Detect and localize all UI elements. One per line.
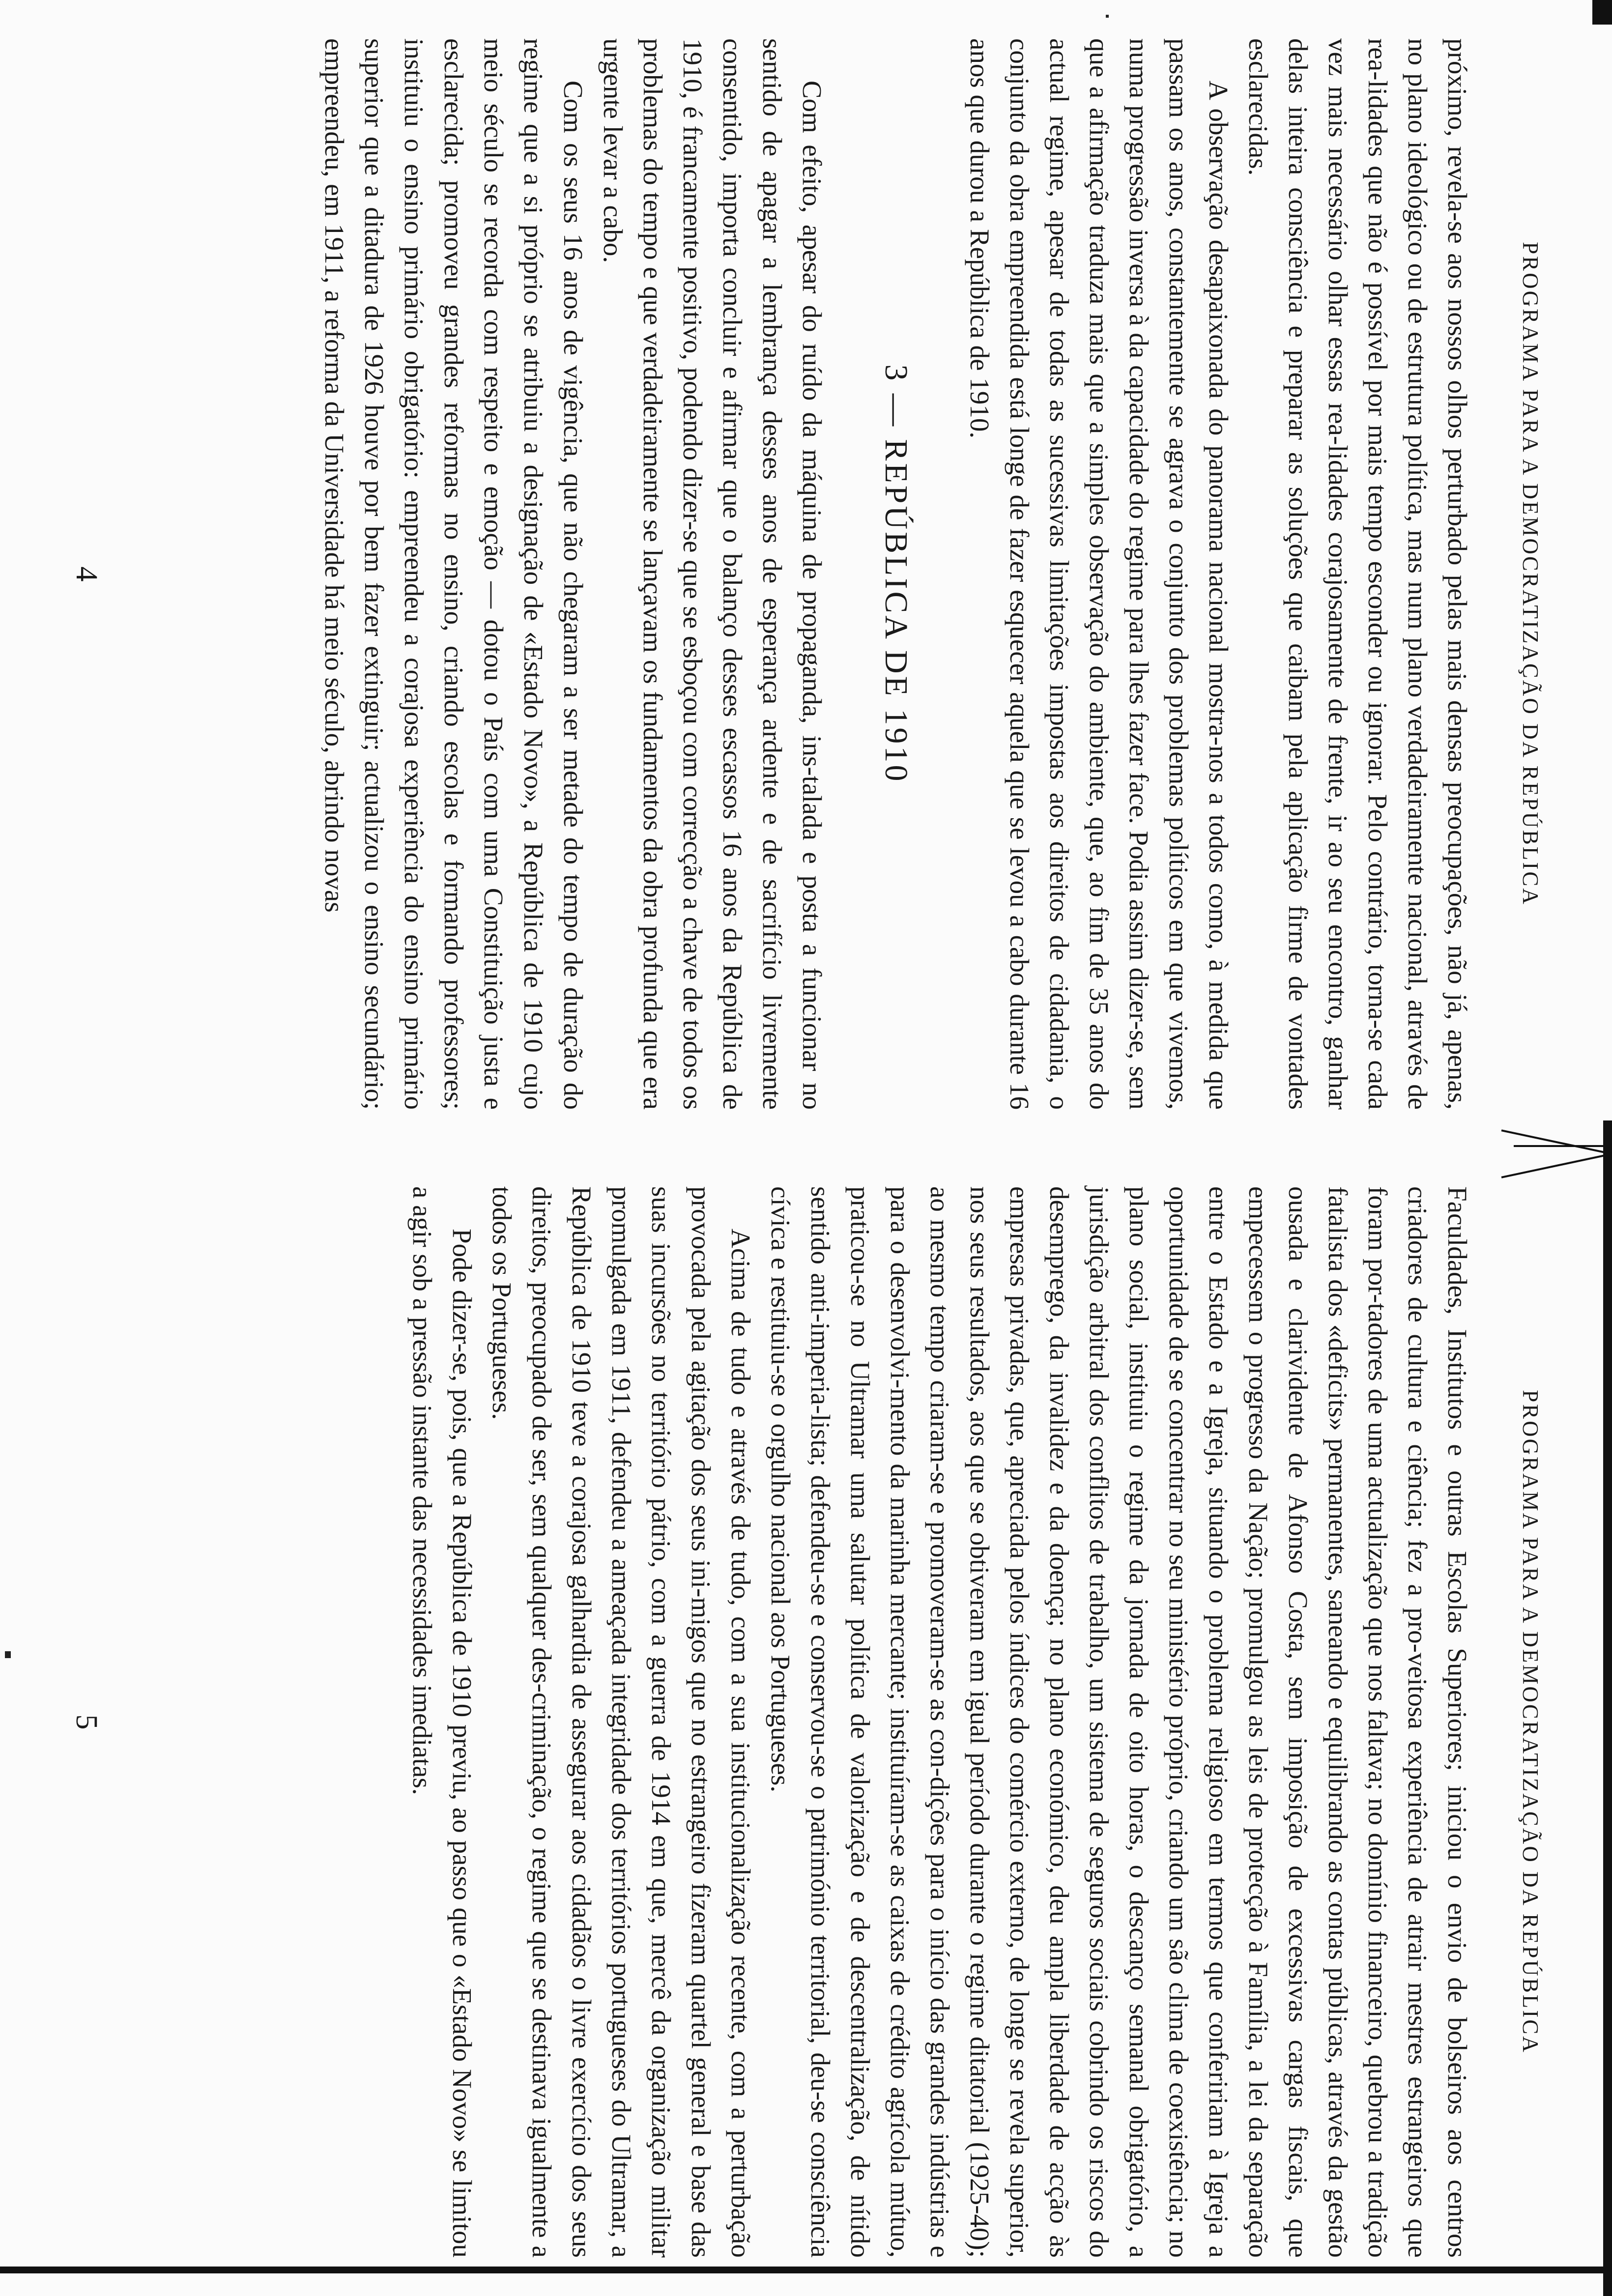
page-5-content xyxy=(69,1186,1543,2258)
body-paragraph: Faculdades, Institutos e outras Escolas Superiores; iniciou o envio de bolseiros aos centros criadores de cultura e ciência; fez a pro-veitosa experiência de atrair mestres estrangeiros que foram por-tadores de uma actualização que nos faltava; no domínio financeiro, quebrou a tradição fatalista dos «deficits» permanentes, saneando e equilibrando as contas públicas, através da gestão ousada e clarividente de Afonso Costa, sem imposição de excessivas cargas fiscais, que empecessem o progresso da Nação; promulgou as leis de protecção à Família, a lei da separação entre o Estado e a Igreja, situando o problema religioso em termos que confeririam à Igreja a oportunidade de se concentrar no seu ministério próprio, criando um são clima de coexistência; no plano social, instituiu o regime da jornada de oito horas, o descanço semanal obrigatório, a jurisdição arbitral dos conflitos de trabalho, um sistema de seguros sociais cobrindo os riscos do desemprego, da invalidez e da doença; no plano económico, deu ampla liberdade de acção às empresas privadas, que, apreciada pelos índices do comércio externo, de longe se revela superior, nos seus resultados, aos que se obtiveram em igual período durante o regime ditatorial (1925-40); ao mesmo tempo criaram-se e promoveram-se as con-dições para o início das grandes indústrias e para o desenvolvi-mento da marinha mercante; instituíram-se as caixas de crédito agrícola mútuo, praticou-se no Ultramar uma salutar política de valorização e de descentralização, de nítido sentido anti-imperia-lista; defendeu-se e conservou-se o património territorial, deu-se consciência cívica e restituiu-se o orgulho nacional aos Portugueses. xyxy=(766,1186,1472,2258)
body-paragraph: Com os seus 16 anos de vigência, que não chegaram a ser metade do tempo de duração do regime que a si próprio se atribuiu a designação de «Estado Novo», a República de 1910 cujo meio século se recorda com respeito e emoção — dotou o País com uma Constituição justa e esclarecida; promoveu grandes reformas no ensino, criando escolas e formando professores; instituiu o ensino primário obrigatório: empreendeu a corajosa experiência do ensino primário superior que a ditadura de 1926 houve por bem fazer extinguir; actualizou o ensino secundário; empreendeu, em 1911, a reforma da Universidade há meio século, abrindo novas xyxy=(319,38,588,1110)
body-paragraph: Com efeito, apesar do ruído da máquina de propaganda, ins-talada e posta a funcionar no sentido de apagar a lembrança desses anos de esperança ardente e de sacrifício livremente consentido, importa concluir e afirmar que o balanço desses escassos 16 anos da República de 1910, é francamente positivo, podendo dizer-se que se esboçou com correcção a chave de todos os problemas do tempo e que verdadeiramente se lançavam os fundamentos da obra profunda que era urgente levar a cabo. xyxy=(598,38,827,1110)
body-paragraph: A observação desapaixonada do panorama nacional mostra-nos a todos como, à medida que passam os anos, constantemente se agrava o conjunto dos problemas políticos em que vivemos, numa progressão inversa à da capacidade do regime para lhes fazer face. Podia assim dizer-se, sem que a afirmação traduza mais que a simples observação do ambiente, que, ao fim de 35 anos do actual regime, apesar de todas as sucessivas limitações impostas aos direitos de cidadania, o conjunto da obra empreendida está longe de fazer esquecer aquela que se levou a cabo durante 16 anos que durou a República de 1910. xyxy=(965,38,1234,1110)
running-head: PROGRAMA PARA A DEMOCRATIZAÇÃO DA REPÚBLICA xyxy=(1518,1390,1543,2054)
running-head: PROGRAMA PARA A DEMOCRATIZAÇÃO DA REPÚBLICA xyxy=(1518,242,1543,906)
page-number: 5 xyxy=(70,1714,103,1730)
body-paragraph: próximo, revela-se aos nossos olhos perturbado pelas mais densas preocupações, não já, apenas, no plano ideológico ou de estrutura política, mas num plano verdadeiramente nacional, através de rea-lidades que não é possível por mais tempo esconder ou ignorar. Pelo contrário, torna-se cada vez mais necessário olhar essas rea-lidades corajosamente de frente, ir ao seu encontro, ganhar delas inteira consciência e preparar as soluções que caibam pela aplicação firme de vontades esclarecidas. xyxy=(1243,38,1472,1110)
body-paragraph: Pode dizer-se, pois, que a República de 1910 previu, ao passo que o «Estado Novo» se limitou a agir sob a pressão instante das necessidades imediatas. xyxy=(407,1186,477,2258)
body-paragraph: Acima de tudo e através de tudo, com a sua institucionalização recente, com a perturbação provocada pela agitação dos seus ini-migos que no estrangeiro fizeram quartel general e base das suas incursões no território pátrio, com a guerra de 1914 em que, mercê da organização militar promulgada em 1911, defendeu a ameaçada integridade dos territórios portugueses do Ultramar, a República de 1910 teve a corajosa galhardia de assegurar aos cidadãos o livre exercício dos seus direitos, preocupado de ser, sem qualquer des-criminação, o regime que se destinava igualmente a todos os Portugueses. xyxy=(487,1186,756,2258)
page-4-content xyxy=(69,38,1543,1110)
section-heading: 3 — REPÚBLICA DE 1910 xyxy=(878,364,914,784)
page-number: 4 xyxy=(70,566,103,582)
page-5 xyxy=(0,1148,1612,2296)
